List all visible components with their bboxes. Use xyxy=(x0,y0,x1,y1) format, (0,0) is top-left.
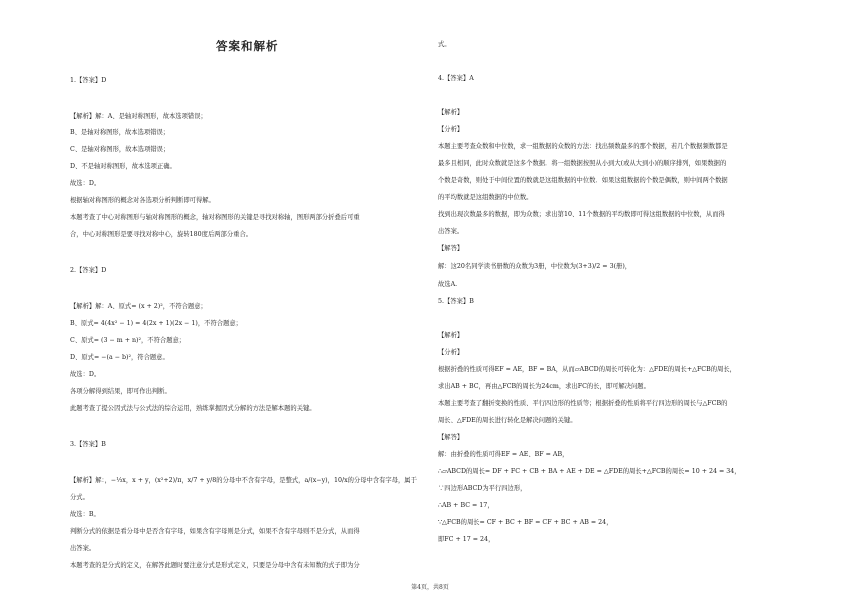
text-line: 1.【答案】D xyxy=(70,77,107,84)
text-line: 的平均数就是这组数据的中位数。 xyxy=(438,194,533,201)
text-line: 2.【答案】D xyxy=(70,267,107,274)
text-line: D、不是轴对称图形，故本选项正确。 xyxy=(70,163,176,170)
page-footer: 第4页，共8页 xyxy=(411,584,449,591)
text-line: 【分析】 xyxy=(438,126,464,133)
text-line: 式。 xyxy=(438,41,451,48)
text-line: 分式。 xyxy=(70,494,89,501)
text-line: 【解答】 xyxy=(438,245,464,252)
text-line: 【解析】解：A、是轴对称图形，故本选项错误； xyxy=(70,113,207,120)
text-line: 3.【答案】B xyxy=(70,441,106,448)
text-line: ∵四边形ABCD为平行四边形， xyxy=(438,485,527,492)
text-line: 【分析】 xyxy=(438,349,464,356)
text-line: 周长、△FDE的周长进行转化是解决问题的关键。 xyxy=(438,417,577,424)
text-line: 即FC + 17 = 24， xyxy=(438,536,495,543)
text-line: 合，中心对称图形是要寻找对称中心，旋转180度后两部分重合。 xyxy=(70,231,253,238)
text-line: 本题主要考查了翻折变换的性质、平行四边形的性质等；根据折叠的性质将平行四边形的周长与△FCB的 xyxy=(438,400,728,407)
text-line: 【解析】解：A、原式= (x + 2)²，不符合题意； xyxy=(70,303,207,310)
text-line: 【解析】 xyxy=(438,332,464,339)
text-line: D、原式= −(a − b)²，符合题意。 xyxy=(70,354,169,361)
text-line: 故选A. xyxy=(438,281,458,288)
text-line: 个数是奇数，则处于中间位置的数就是这组数据的中位数．如果这组数据的个数是偶数，则中间两个数据 xyxy=(438,177,728,184)
text-line: ∴AB + BC = 17， xyxy=(438,502,494,509)
text-line: 判断分式的依据是看分母中是否含有字母，如果含有字母则是分式，如果不含有字母则不是分式，从而得 xyxy=(70,528,360,535)
text-line: ∵△FCB的周长= CF + BC + BF = CF + BC + AB = 24， xyxy=(438,519,613,526)
text-line: 根据轴对称图形的概念对各选项分析判断即可得解。 xyxy=(70,197,215,204)
text-line: 根据折叠的性质可得EF = AE，BF = BA，从而▱ABCD的周长可转化为：△FDE的周长+△FCB的周长， xyxy=(438,366,736,373)
text-line: 出答案。 xyxy=(438,228,464,235)
text-line: ∴▱ABCD的周长= DF + FC + CB + BA + AE + DE = △FDE的周长+△FCB的周长= 10 + 24 = 34， xyxy=(438,468,741,475)
text-line: 故选：D。 xyxy=(70,371,101,378)
text-line: 各项分解得到结果，即可作出判断。 xyxy=(70,388,171,395)
text-line: 最多且相同，此时众数就是这多个数据．将一组数据按照从小到大(或从大到小)的顺序排列，如果数据的 xyxy=(438,160,727,167)
text-line: C、原式= (3 − m + n)²，不符合题意； xyxy=(70,337,186,344)
text-line: 找到出现次数最多的数据，即为众数；求出第10、11个数据的平均数即可得这组数据的中位数，从而得 xyxy=(438,211,725,218)
text-line: 【解析】解：，−⅓x，x + y，(x²+2)/π，x/7 + y/8的分母中不含有字母，是整式，a/(x−y)，10/x的分母中含有字母，属于 xyxy=(70,477,417,484)
text-line: B、是轴对称图形，故本选项错误； xyxy=(70,129,170,136)
text-line: 解：由折叠的性质可得EF = AE、BF = AB， xyxy=(438,451,569,458)
text-line: 5.【答案】B xyxy=(438,298,474,305)
text-line: 4.【答案】A xyxy=(438,75,474,82)
text-line: 故选：D。 xyxy=(70,180,101,187)
page-title: 答案和解析 xyxy=(216,39,279,53)
text-line: 本题考查的是分式的定义，在解答此题时要注意分式是形式定义，只要是分母中含有未知数的式子即为分 xyxy=(70,562,360,569)
text-line: 此题考查了提公因式法与公式法的综合运用，熟练掌握因式分解的方法是解本题的关键。 xyxy=(70,405,316,412)
text-line: 解：这20名同学读书册数的众数为3册，中位数为(3+3)/2 = 3(册)， xyxy=(438,263,632,270)
text-line: 本题考查了中心对称图形与轴对称图形的概念，轴对称图形的关键是寻找对称轴，图形两部分折叠后可重 xyxy=(70,214,360,221)
text-line: 出答案。 xyxy=(70,545,96,552)
text-line: 本题主要考查众数和中位数，求一组数据的众数的方法：找出频数最多的那个数据，若几个数据频数都是 xyxy=(438,143,728,150)
text-line: 【解析】 xyxy=(438,109,464,116)
text-line: 故选：B。 xyxy=(70,511,100,518)
text-line: 【解答】 xyxy=(438,434,464,441)
text-line: C、是轴对称图形，故本选项错误； xyxy=(70,146,170,153)
text-line: 求出AB + BC，再由△FCB的周长为24cm，求出FC的长，即可解决问题。 xyxy=(438,383,650,390)
text-line: B、原式= 4(4x² − 1) = 4(2x + 1)(2x − 1)，不符合题意； xyxy=(70,320,242,327)
